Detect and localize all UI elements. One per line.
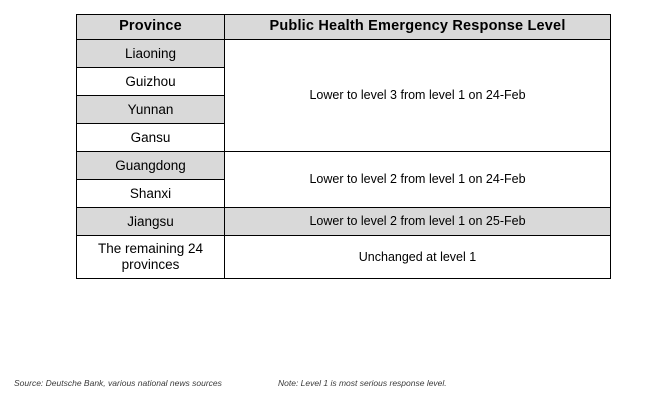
province-cell-shanxi: Shanxi [77, 180, 225, 208]
level-cell-group-2: Lower to level 2 from level 1 on 24-Feb [225, 152, 611, 208]
table-header-row [77, 15, 611, 40]
table-row [77, 152, 611, 180]
table-row [77, 40, 611, 68]
table-body [77, 40, 611, 279]
province-cell-guizhou: Guizhou [77, 68, 225, 96]
province-cell-remaining-provinces [77, 236, 225, 279]
province-cell-remaining-provinces-line1: The remaining 24 [97, 241, 204, 257]
source-note: Source: Deutsche Bank, various national news sources [14, 378, 222, 388]
level-cell-group-1: Lower to level 3 from level 1 on 24-Feb [225, 40, 611, 152]
table-header [77, 15, 611, 40]
province-cell-remaining-provinces-line2: provinces [121, 257, 180, 272]
province-cell-jiangsu: Jiangsu [77, 208, 225, 236]
province-cell-gansu: Gansu [77, 124, 225, 152]
province-cell-yunnan: Yunnan [77, 96, 225, 124]
province-cell-liaoning: Liaoning [77, 40, 225, 68]
column-header-response-level: Public Health Emergency Response Level [225, 15, 611, 40]
response-level-table-container [76, 14, 610, 279]
response-level-table [76, 14, 611, 279]
table-row [77, 236, 611, 279]
column-header-province: Province [77, 15, 225, 40]
level-cell-group-4: Unchanged at level 1 [225, 236, 611, 279]
level-cell-group-3: Lower to level 2 from level 1 on 25-Feb [225, 208, 611, 236]
table-row [77, 208, 611, 236]
province-cell-guangdong: Guangdong [77, 152, 225, 180]
level-definition-note: Note: Level 1 is most serious response level. [278, 378, 447, 388]
